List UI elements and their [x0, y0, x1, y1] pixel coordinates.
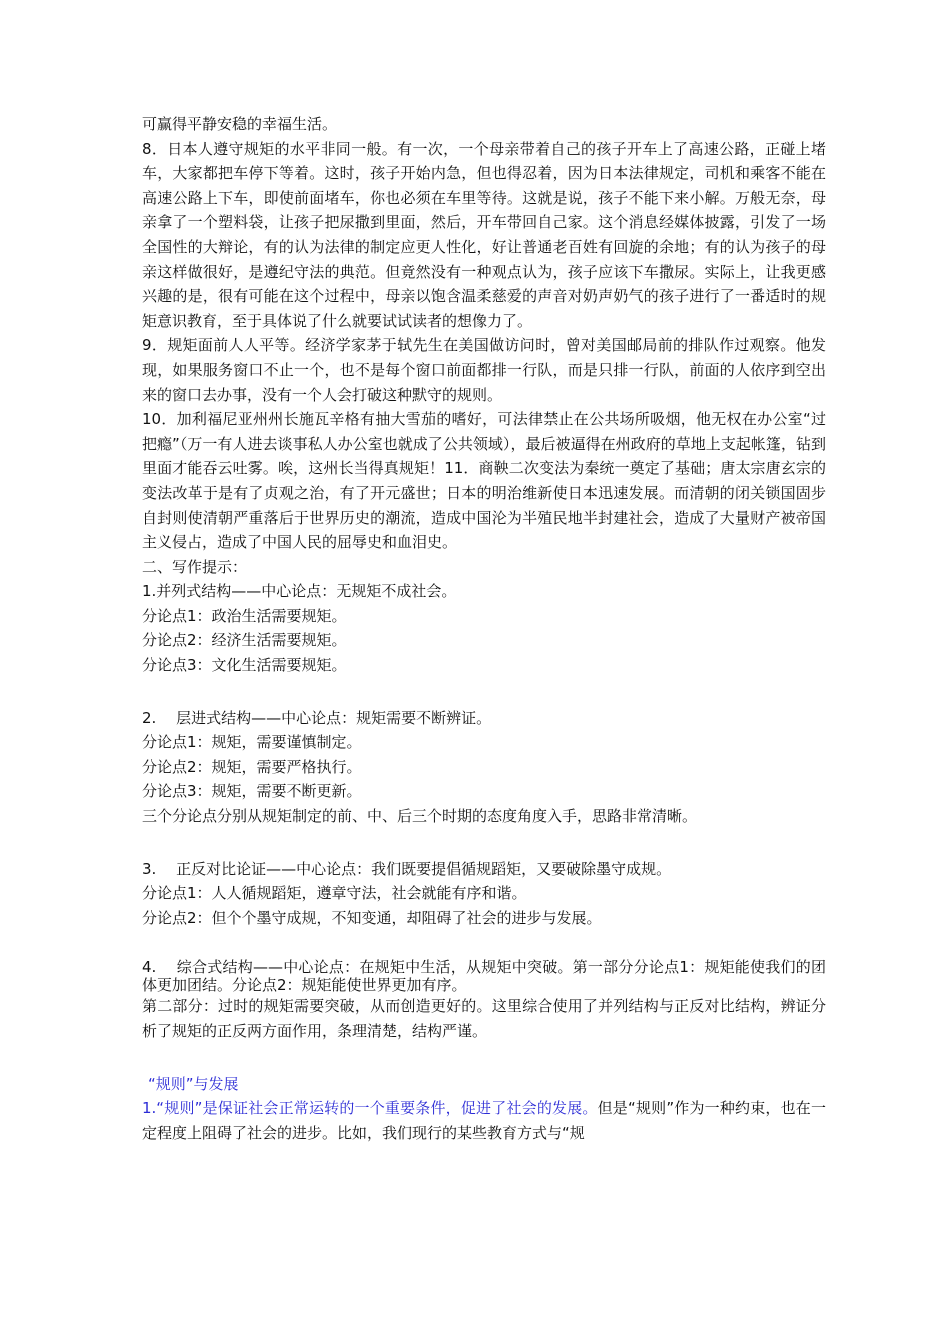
tip1-title: 1.并列式结构——中心论点：无规矩不成社会。	[142, 582, 457, 601]
tip2-title: 2. 层进式结构——中心论点：规矩需要不断辨证。	[142, 708, 492, 727]
tips-heading: 二、写作提示：	[142, 557, 248, 576]
tip1-point-1: 分论点1：政治生活需要规矩。	[142, 606, 347, 625]
spacer	[142, 930, 826, 958]
paragraph-example-8: 8．日本人遵守规矩的水平非同一般。有一次，一个母亲带着自己的孩子开车上了高速公路，正碰上堵车，大家都把车停下等着。这时，孩子开始内急，但也得忍着，因为日本法律规定，司机和乘客不能在高速公路上下车，即使前面堵车，你也必须在车里等待。这就是说，孩子不能下来小解。万般无奈，母亲拿了一个塑料袋，让孩子把尿撒到里面，然后，开车带回自己家。这个消息经媒体披露，引发了一场全国性的大辩论，有的认为法律的制定应更人性化，好让普通老百姓有回旋的余地；有的认为孩子的母亲这样做很好，是遵纪守法的典范。但竟然没有一种观点认为，孩子应该下车撒尿。实际上，让我更感兴趣的是，很有可能在这个过程中，母亲以饱含温柔慈爱的声音对奶声奶气的孩子进行了一番适时的规矩意识教育，至于具体说了什么就要试试读者的想像力了。	[142, 139, 826, 330]
paragraph-example-10-11: 10．加利福尼亚州州长施瓦辛格有抽大雪茄的嗜好，可法律禁止在公共场所吸烟，他无权在办公室“过把瘾”（万一有人进去谈事私人办公室也就成了公共领域），最后被逼得在州政府的草地上支起帐篷，钻到里面才能吞云吐雾。唉，这州长当得真规矩！11．商鞅二次变法为秦统一奠定了基础；唐太宗唐玄宗的变法改革于是有了贞观之治，有了开元盛世；日本的明治维新使日本迅速发展。而清朝的闭关锁国固步自封则使清朝严重落后于世界历史的潮流，造成中国沦为半殖民地半封建社会，造成了大量财产被帝国主义侵占，造成了中国人民的屈辱史和血泪史。	[142, 410, 826, 552]
document-page	[142, 112, 826, 1145]
paragraph-example-9: 9．规矩面前人人平等。经济学家茅于轼先生在美国做访问时，曾对美国邮局前的排队作过观察。他发现，如果服务窗口不止一个，也不是每个窗口前面都排一行队，而是只排一行队，前面的人依序到空出来的窗口去办事，没有一个人会打破这种默守的规则。	[142, 336, 826, 404]
highlighted-sentence: 1.“规则”是保证社会正常运转的一个重要条件，促进了社会的发展。	[142, 1099, 598, 1118]
tip2-point-1: 分论点1：规矩，需要谨慎制定。	[142, 733, 362, 752]
section-title: “规则”与发展	[148, 1074, 239, 1093]
paragraph-continuation: 可赢得平静安稳的幸福生活。	[142, 115, 338, 133]
tip2-point-2: 分论点2：规矩，需要严格执行。	[142, 757, 362, 776]
spacer	[142, 1044, 826, 1072]
tip1-point-2: 分论点2：经济生活需要规矩。	[142, 631, 347, 650]
tip1-point-3: 分论点3：文化生活需要规矩。	[142, 656, 347, 675]
spacer	[142, 829, 826, 857]
paragraph-rest: 但是“规则”作为一种约束，也在一定程度上阻碍了社会的进步。比如，我们现行的某些教育方式与“规	[142, 1099, 827, 1142]
tip4-title: 4. 综合式结构——中心论点：在规矩中生活，从规矩中突破。第一部分分论点1：规矩能使我们的团体更加团结。分论点2：规矩能使世界更加有序。	[142, 958, 826, 995]
tip3-point-1: 分论点1：人人循规蹈矩，遵章守法，社会就能有序和谐。	[142, 884, 527, 903]
section-paragraph-1	[142, 1096, 826, 1145]
tip3-title: 3. 正反对比论证——中心论点：我们既要提倡循规蹈矩，又要破除墨守成规。	[142, 859, 672, 878]
tip3-point-2: 分论点2：但个个墨守成规，不知变通，却阻碍了社会的进步与发展。	[142, 908, 602, 927]
spacer	[142, 678, 826, 706]
tip2-point-3: 分论点3：规矩，需要不断更新。	[142, 782, 362, 801]
tip2-summary: 三个分论点分别从规矩制定的前、中、后三个时期的态度角度入手，思路非常清晰。	[142, 807, 698, 826]
tip4-part2: 第二部分：过时的规矩需要突破，从而创造更好的。这里综合使用了并列结构与正反对比结构，辨证分析了规矩的正反两方面作用，条理清楚，结构严谨。	[142, 997, 826, 1040]
